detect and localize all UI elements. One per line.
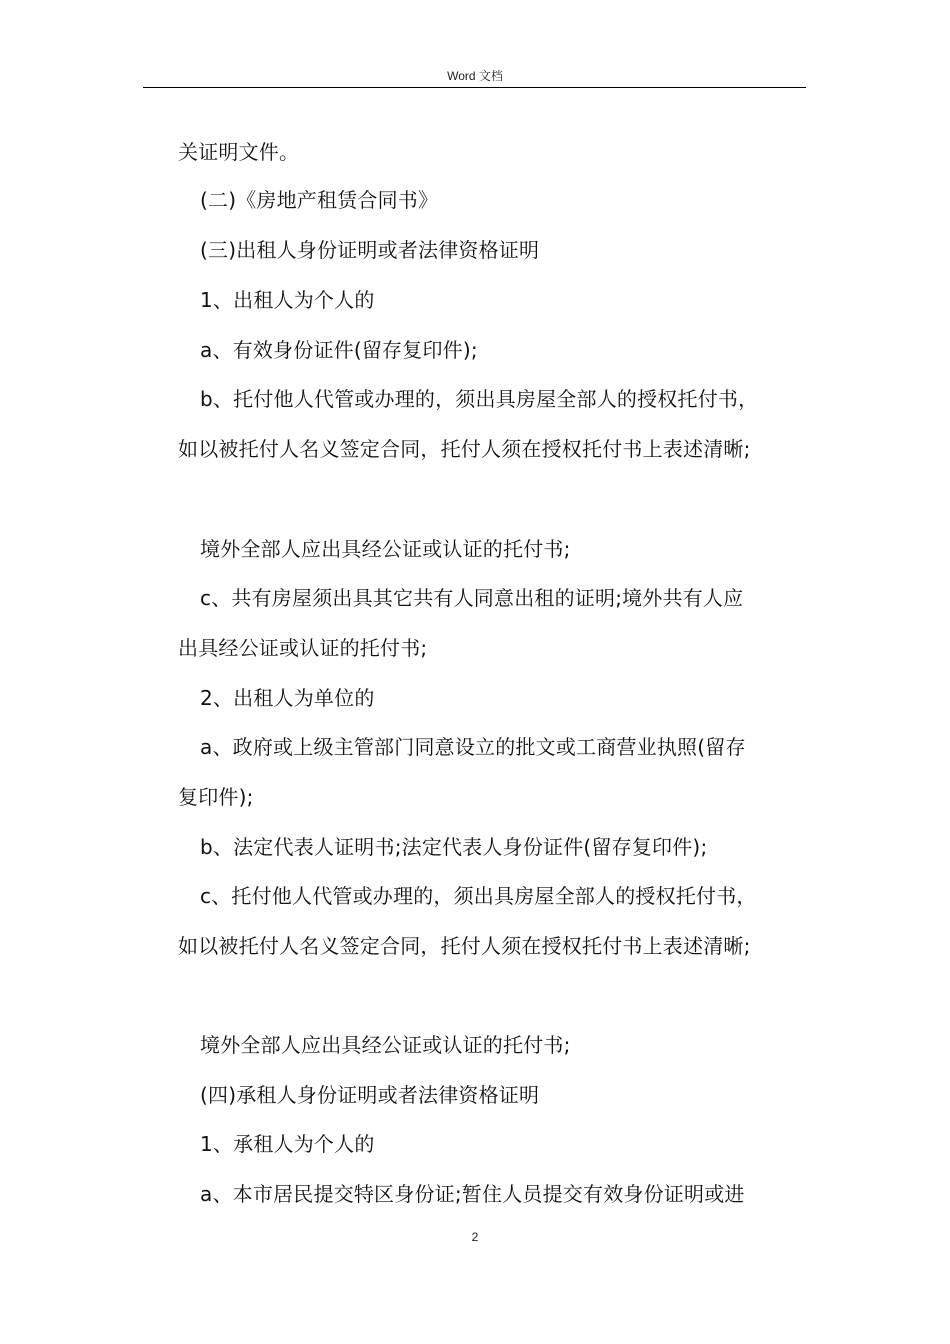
paragraph-line: 1、出租人为个人的 [200,288,375,312]
header-title: Word 文档 [447,69,503,83]
paragraph-line: a、有效身份证件(留存复印件); [200,338,478,362]
paragraph-line: a、本市居民提交特区身份证;暂住人员提交有效身份证明或进 [200,1182,745,1206]
paragraph-line: 如以被托付人名义签定合同，托付人须在授权托付书上表述清晰; [178,934,751,958]
paragraph-line: 如以被托付人名义签定合同，托付人须在授权托付书上表述清晰; [178,437,751,461]
paragraph-line: 关证明文件。 [178,140,300,164]
paragraph-line: c、托付他人代管或办理的，须出具房屋全部人的授权托付书， [200,884,757,908]
paragraph-line: 复印件); [178,785,254,809]
header-rule [143,87,806,88]
paragraph-line: (四)承租人身份证明或者法律资格证明 [200,1083,540,1107]
paragraph-line: 出具经公证或认证的托付书; [178,636,428,660]
paragraph-line: b、法定代表人证明书;法定代表人身份证件(留存复印件); [200,835,708,859]
page-number: 2 [471,1230,479,1244]
paragraph-line: 1、承租人为个人的 [200,1132,375,1156]
paragraph-line: (二)《房地产租赁合同书》 [200,188,439,212]
paragraph-line: c、共有房屋须出具其它共有人同意出租的证明;境外共有人应 [200,586,744,610]
paragraph-line: a、政府或上级主管部门同意设立的批文或工商营业执照(留存 [200,735,746,759]
paragraph-line: b、托付他人代管或办理的，须出具房屋全部人的授权托付书， [200,387,759,411]
paragraph-line: (三)出租人身份证明或者法律资格证明 [200,238,540,262]
paragraph-line: 2、出租人为单位的 [200,686,375,710]
paragraph-line: 境外全部人应出具经公证或认证的托付书; [200,537,571,561]
paragraph-line: 境外全部人应出具经公证或认证的托付书; [200,1033,571,1057]
